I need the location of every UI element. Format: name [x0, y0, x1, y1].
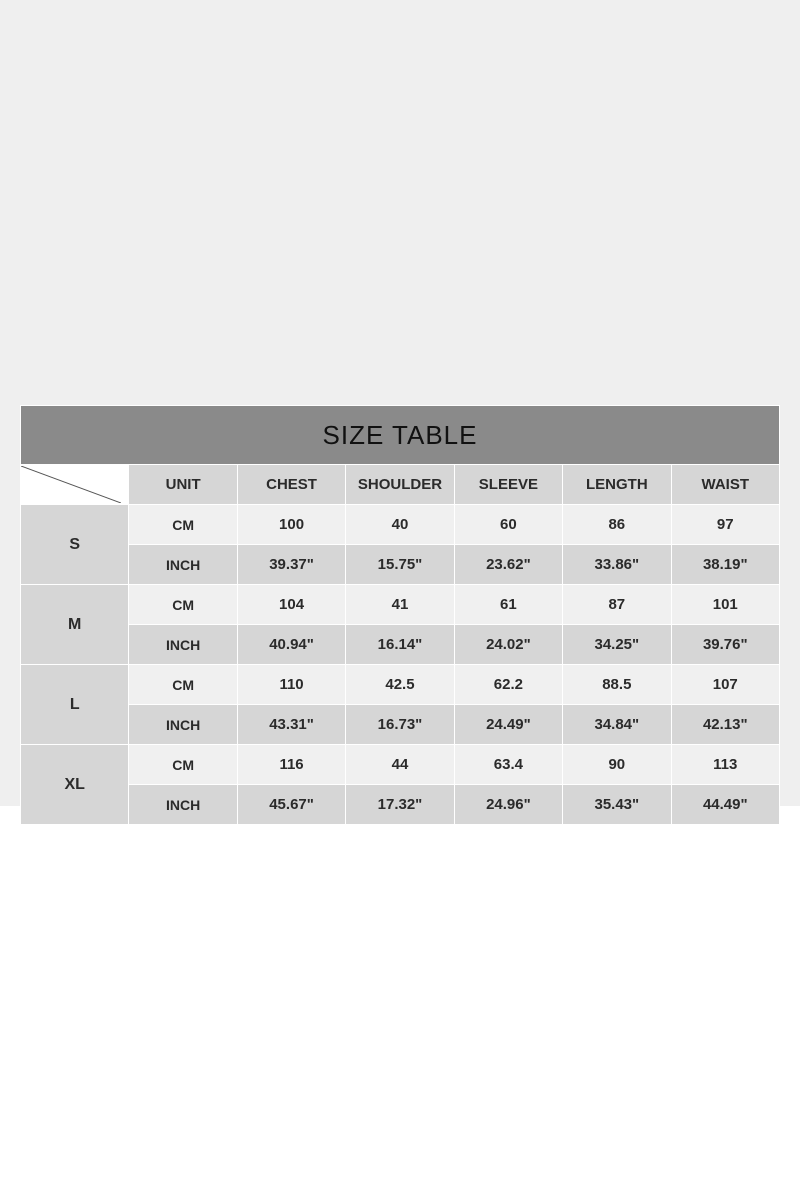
cell-m-cm-sleeve: 61	[454, 585, 562, 625]
table-row	[21, 625, 780, 665]
corner-diagonal-cell	[21, 465, 129, 505]
cell-xl-cm-length: 90	[563, 745, 671, 785]
cell-xl-inch-chest: 45.67"	[237, 785, 345, 825]
cell-s-cm-length: 86	[563, 505, 671, 545]
cell-l-cm-chest: 110	[237, 665, 345, 705]
cell-l-inch-length: 34.84"	[563, 705, 671, 745]
cell-xl-cm-waist: 113	[671, 745, 779, 785]
cell-l-inch-waist: 42.13"	[671, 705, 779, 745]
table-row	[21, 705, 780, 745]
table-row	[21, 545, 780, 585]
unit-label-inch: INCH	[129, 785, 237, 825]
cell-l-inch-chest: 43.31"	[237, 705, 345, 745]
table-header-row	[21, 465, 780, 505]
table-row	[21, 665, 780, 705]
table-row	[21, 745, 780, 785]
cell-m-inch-shoulder: 16.14"	[346, 625, 454, 665]
cell-l-cm-shoulder: 42.5	[346, 665, 454, 705]
cell-l-cm-waist: 107	[671, 665, 779, 705]
cell-m-inch-sleeve: 24.02"	[454, 625, 562, 665]
column-header-chest: CHEST	[237, 465, 345, 505]
cell-m-inch-chest: 40.94"	[237, 625, 345, 665]
cell-s-inch-sleeve: 23.62"	[454, 545, 562, 585]
cell-s-inch-waist: 38.19"	[671, 545, 779, 585]
unit-label-cm: CM	[129, 585, 237, 625]
column-header-sleeve: SLEEVE	[454, 465, 562, 505]
cell-s-inch-shoulder: 15.75"	[346, 545, 454, 585]
size-table	[20, 405, 780, 825]
cell-xl-inch-sleeve: 24.96"	[454, 785, 562, 825]
diagonal-line-icon	[21, 466, 121, 503]
cell-m-cm-length: 87	[563, 585, 671, 625]
cell-l-cm-length: 88.5	[563, 665, 671, 705]
unit-label-cm: CM	[129, 505, 237, 545]
cell-m-inch-waist: 39.76"	[671, 625, 779, 665]
cell-s-cm-chest: 100	[237, 505, 345, 545]
size-label-xl: XL	[21, 745, 129, 825]
cell-s-cm-sleeve: 60	[454, 505, 562, 545]
cell-l-inch-shoulder: 16.73"	[346, 705, 454, 745]
size-label-m: M	[21, 585, 129, 665]
cell-l-inch-sleeve: 24.49"	[454, 705, 562, 745]
table-row	[21, 785, 780, 825]
unit-label-inch: INCH	[129, 705, 237, 745]
size-label-l: L	[21, 665, 129, 745]
unit-label-cm: CM	[129, 665, 237, 705]
unit-label-inch: INCH	[129, 545, 237, 585]
cell-m-inch-length: 34.25"	[563, 625, 671, 665]
cell-m-cm-shoulder: 41	[346, 585, 454, 625]
table-title-row	[21, 406, 780, 465]
cell-s-cm-shoulder: 40	[346, 505, 454, 545]
cell-xl-inch-shoulder: 17.32"	[346, 785, 454, 825]
cell-m-cm-waist: 101	[671, 585, 779, 625]
lower-white-panel	[0, 806, 800, 1200]
cell-s-cm-waist: 97	[671, 505, 779, 545]
cell-xl-inch-waist: 44.49"	[671, 785, 779, 825]
cell-xl-cm-chest: 116	[237, 745, 345, 785]
column-header-length: LENGTH	[563, 465, 671, 505]
column-header-shoulder: SHOULDER	[346, 465, 454, 505]
column-header-waist: WAIST	[671, 465, 779, 505]
unit-label-cm: CM	[129, 745, 237, 785]
page-title: SIZE TABLE	[21, 406, 780, 465]
size-label-s: S	[21, 505, 129, 585]
cell-l-cm-sleeve: 62.2	[454, 665, 562, 705]
cell-s-inch-length: 33.86"	[563, 545, 671, 585]
cell-m-cm-chest: 104	[237, 585, 345, 625]
table-row	[21, 585, 780, 625]
unit-label-inch: INCH	[129, 625, 237, 665]
size-table-container	[20, 405, 780, 825]
cell-xl-cm-shoulder: 44	[346, 745, 454, 785]
column-header-unit: UNIT	[129, 465, 237, 505]
cell-s-inch-chest: 39.37"	[237, 545, 345, 585]
cell-xl-cm-sleeve: 63.4	[454, 745, 562, 785]
cell-xl-inch-length: 35.43"	[563, 785, 671, 825]
table-row	[21, 505, 780, 545]
